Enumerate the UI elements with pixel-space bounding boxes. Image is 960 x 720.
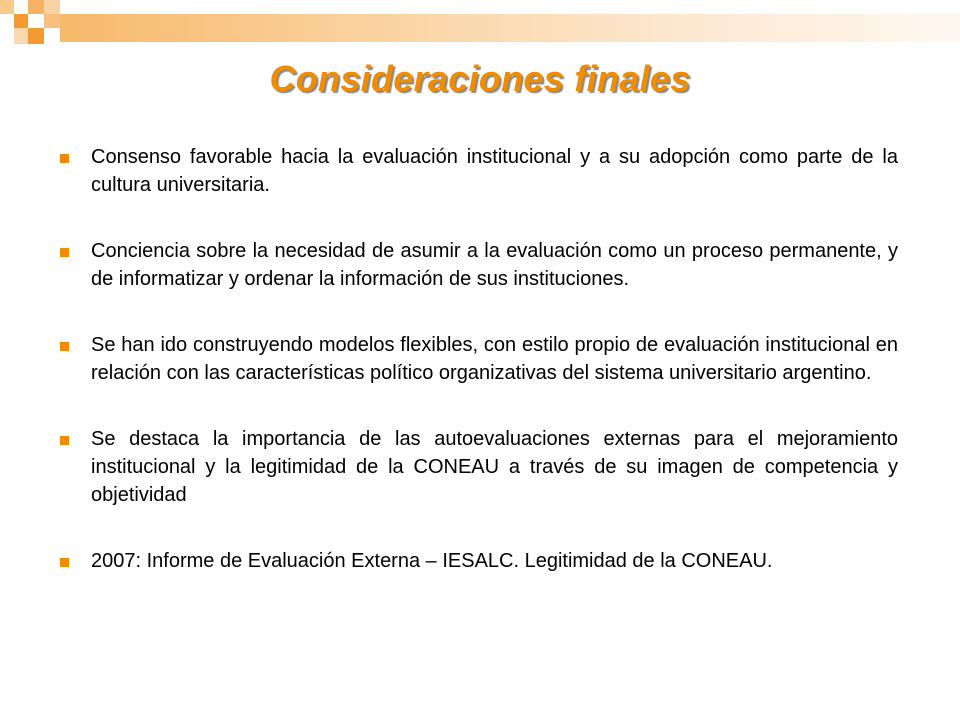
- bullet-text: Se han ido construyendo modelos flexibles, con estilo propio de evaluación institucional en relación con las características político organizativas del sistema universitario argentino.: [91, 334, 898, 384]
- square-bullet-icon: [60, 558, 69, 567]
- deco-square-icon: [44, 0, 60, 14]
- deco-square-icon: [28, 28, 44, 44]
- deco-square-icon: [44, 14, 60, 28]
- bullet-text: Se destaca la importancia de las autoevaluaciones externas para el mejoramiento institucional y la legitimidad de la CONEAU a través de su imagen de competencia y objetividad: [91, 428, 898, 506]
- bullet-list: [60, 143, 898, 575]
- bullet-text: Conciencia sobre la necesidad de asumir a la evaluación como un proceso permanente, y de informatizar y ordenar la información de sus instituciones.: [91, 240, 898, 290]
- bullet-item: [60, 331, 898, 387]
- header-gradient-bar: [60, 14, 960, 42]
- square-bullet-icon: [60, 436, 69, 445]
- bullet-item: [60, 547, 898, 575]
- deco-square-icon: [14, 28, 28, 44]
- square-bullet-icon: [60, 248, 69, 257]
- slide-title: Consideraciones finales: [269, 58, 691, 99]
- deco-square-icon: [14, 14, 28, 28]
- bullet-item: [60, 237, 898, 293]
- bullet-item: [60, 143, 898, 199]
- deco-square-icon: [28, 0, 44, 14]
- square-bullet-icon: [60, 154, 69, 163]
- bullet-text: 2007: Informe de Evaluación Externa – IESALC. Legitimidad de la CONEAU.: [91, 550, 773, 572]
- bullet-text: Consenso favorable hacia la evaluación institucional y a su adopción como parte de la cultura universitaria.: [91, 146, 898, 196]
- square-bullet-icon: [60, 342, 69, 351]
- deco-square-icon: [0, 0, 14, 14]
- bullet-item: [60, 425, 898, 509]
